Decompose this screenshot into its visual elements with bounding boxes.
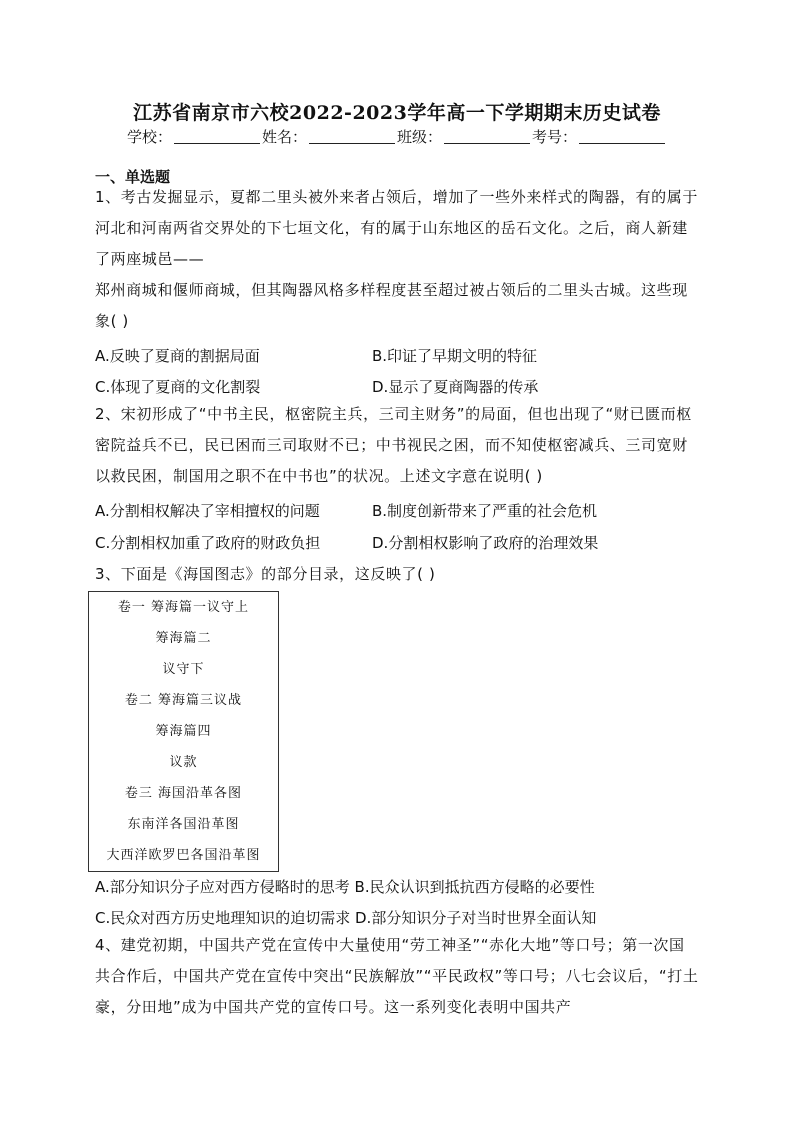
student-info-line bbox=[0, 126, 794, 147]
toc-entry: 卷三 海国沿革各图 bbox=[124, 786, 243, 801]
question-2-option-d: D.分割相权影响了政府的治理效果 bbox=[372, 534, 599, 552]
page-title: 江苏省南京市六校2022-2023学年高一下学期期末历史试卷 bbox=[133, 102, 661, 124]
exam-no-label: 考号： bbox=[532, 128, 578, 146]
question-1-option-c: C.体现了夏商的文化割裂 bbox=[95, 378, 261, 396]
section-heading: 一、单选题 bbox=[95, 168, 171, 186]
question-2-option-a: A.分割相权解决了宰相擅权的问题 bbox=[95, 502, 320, 520]
question-1-stem: 1、考古发掘显示，夏都二里头被外来者占领后，增加了一些外来样式的陶器，有的属于河北和河南两省交界处的下七垣文化，有的属于山东地区的岳石文化。之后，商人新建了两座城邑—— bbox=[95, 188, 698, 268]
question-3-options-cd: C.民众对西方历史地理知识的迫切需求 D.部分知识分子对当时世界全面认知 bbox=[95, 909, 597, 927]
toc-entry: 大西洋欧罗巴各国沿革图 bbox=[106, 848, 261, 863]
exam-no-blank[interactable] bbox=[579, 129, 665, 144]
toc-entry: 议守下 bbox=[162, 662, 205, 677]
name-blank[interactable] bbox=[309, 129, 395, 144]
question-2-option-b: B.制度创新带来了严重的社会危机 bbox=[372, 502, 598, 520]
question-1-option-a: A.反映了夏商的割据局面 bbox=[95, 347, 260, 365]
question-1-option-d: D.显示了夏商陶器的传承 bbox=[372, 378, 539, 396]
class-label: 班级： bbox=[397, 128, 443, 146]
question-4-stem: 4、建党初期，中国共产党在宣传中大量使用“劳工神圣”“赤化大地”等口号；第一次国共合作后，中国共产党在宣传中突出“民族解放”“平民政权”等口号；八七会议后，“打土豪，分田地”成为中国共产党的宣传口号。这一系列变化表明中国共产 bbox=[95, 936, 699, 1016]
question-3-options-ab: A.部分知识分子应对西方侵略时的思考 B.民众认识到抵抗西方侵略的必要性 bbox=[95, 878, 595, 896]
toc-entry: 卷一 筹海篇一议守上 bbox=[117, 600, 250, 615]
school-blank[interactable] bbox=[174, 129, 260, 144]
name-label: 姓名： bbox=[261, 128, 307, 146]
question-1-option-b: B.印证了早期文明的特征 bbox=[372, 347, 538, 365]
question-2-option-c: C.分割相权加重了政府的财政负担 bbox=[95, 534, 321, 552]
toc-entry: 筹海篇二 bbox=[155, 631, 212, 646]
question-3-stem: 3、下面是《海国图志》的部分目录，这反映了( ) bbox=[95, 565, 436, 583]
toc-entry: 东南洋各国沿革图 bbox=[127, 817, 240, 832]
question-1-stem-cont: 郑州商城和偃师商城，但其陶器风格多样程度甚至超过被占领后的二里头古城。这些现象( ) bbox=[95, 281, 688, 330]
question-2-stem: 2、宋初形成了“中书主民，枢密院主兵，三司主财务”的局面，但也出现了“财已匮而枢密院益兵不已，民已困而三司取财不已；中书视民之困，而不知使枢密减兵、三司宽财以救民困，制国用之职不在中书也”的状况。上述文字意在说明( ) bbox=[95, 405, 692, 485]
toc-entry: 卷二 筹海篇三议战 bbox=[124, 693, 243, 708]
class-blank[interactable] bbox=[444, 129, 530, 144]
haiguo-tuzhi-table-of-contents bbox=[88, 591, 279, 872]
toc-entry: 筹海篇四 bbox=[155, 724, 212, 739]
school-label: 学校： bbox=[126, 128, 172, 146]
toc-entry: 议款 bbox=[169, 755, 198, 770]
